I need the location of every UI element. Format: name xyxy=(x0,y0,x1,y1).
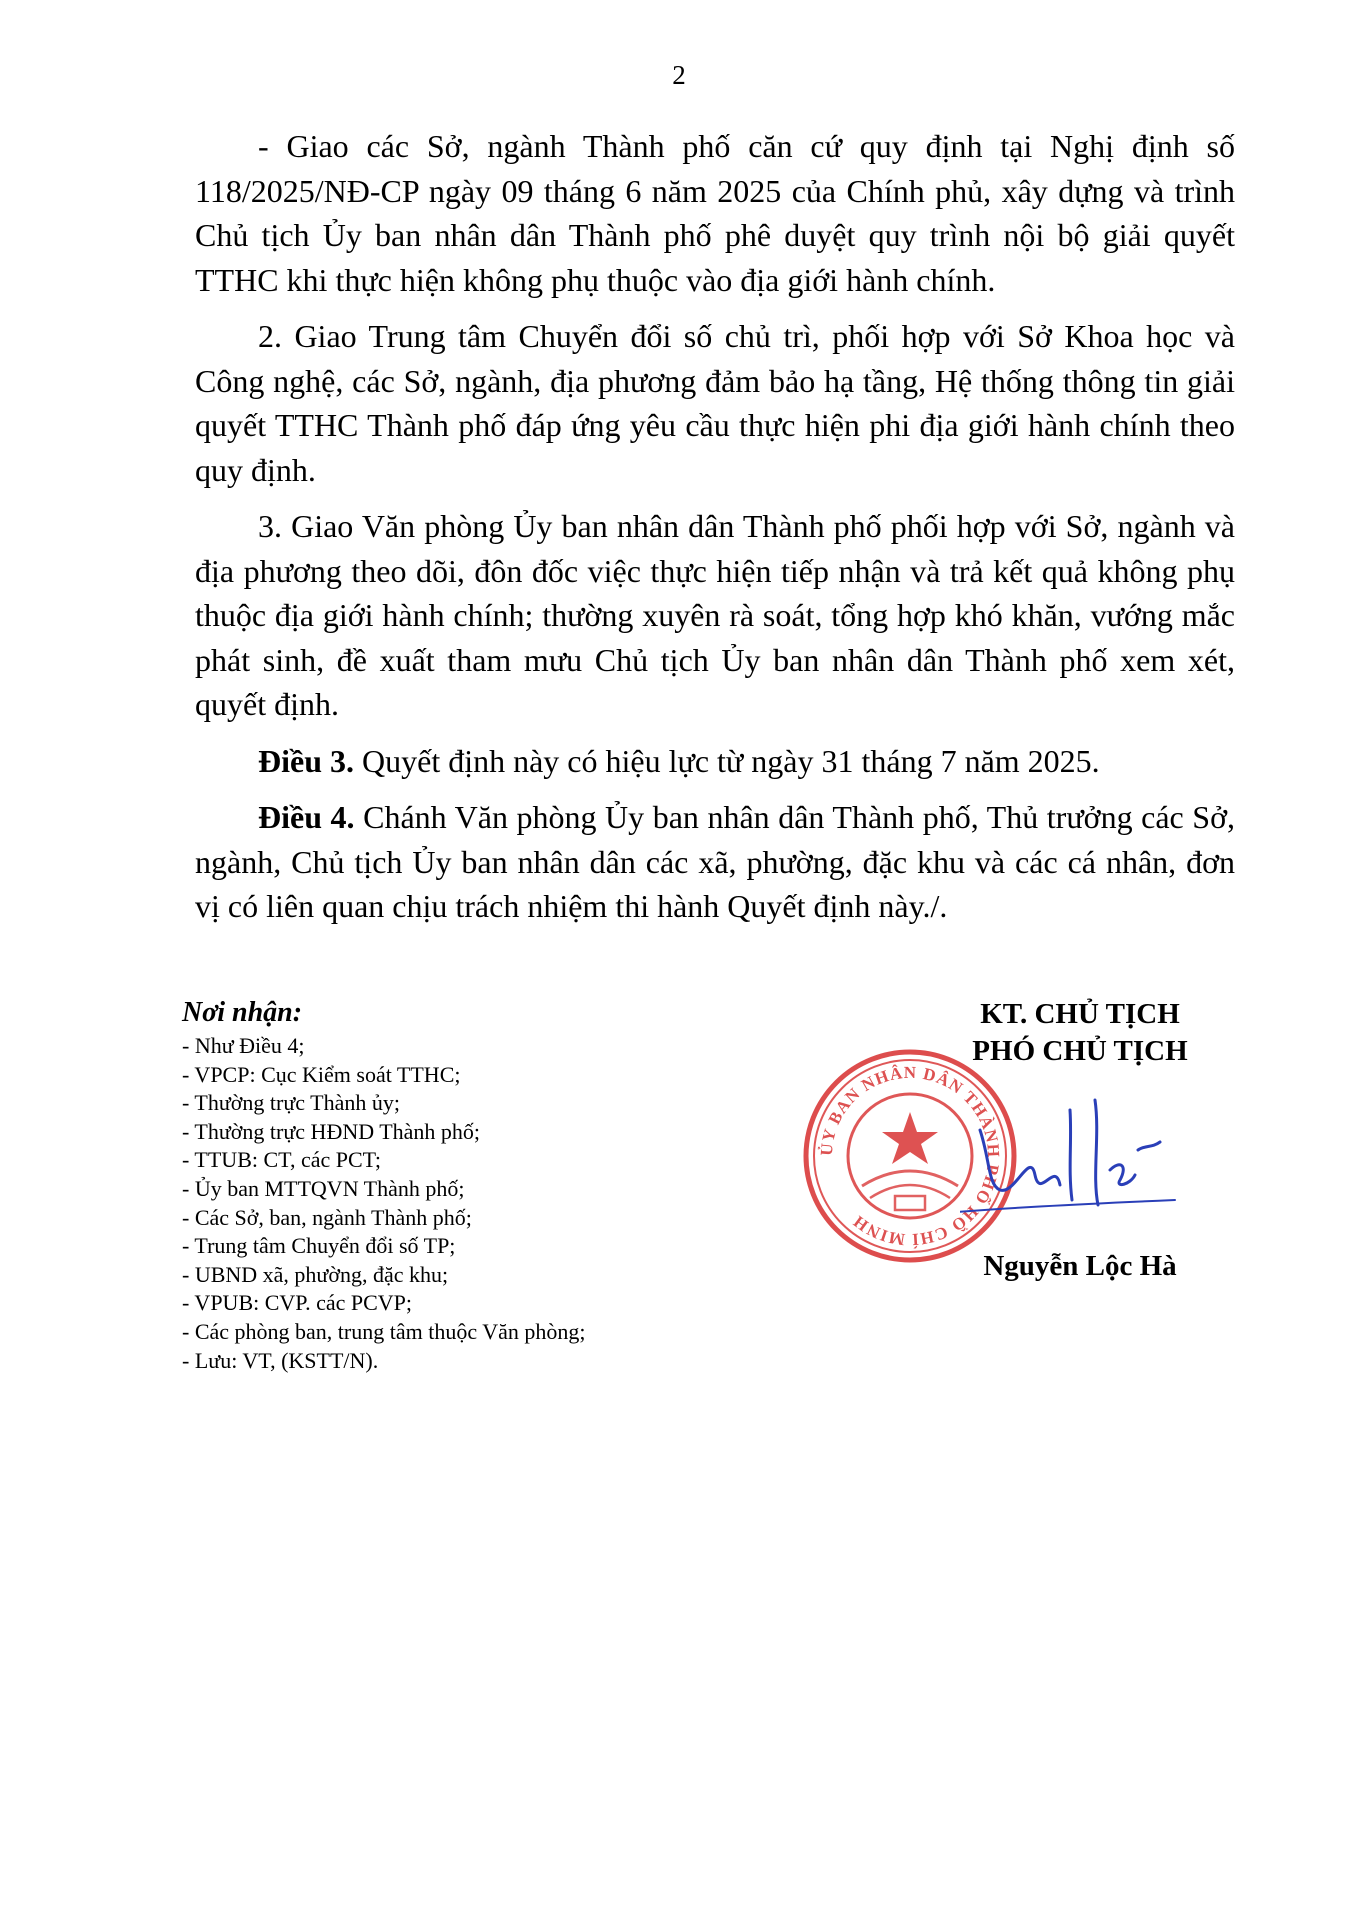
article-heading: Điều 3. xyxy=(258,742,354,779)
recipient-item: - VPCP: Cục Kiểm soát TTHC; xyxy=(182,1061,461,1087)
recipient-item: - UBND xã, phường, đặc khu; xyxy=(182,1261,449,1287)
paragraph-text: Quyết định này có hiệu lực từ ngày 31 tháng 7 năm 2025. xyxy=(354,742,1100,779)
recipient-item: - Như Điều 4; xyxy=(182,1033,305,1058)
recipient-item: - Thường trực HĐND Thành phố; xyxy=(182,1118,481,1144)
paragraph-text: 3. Giao Văn phòng Ủy ban nhân dân Thành phố phối hợp với Sở, ngành và địa phương theo dõi, đôn đốc việc thực hiện tiếp nhận và trả kết quả không phụ thuộc địa giới hành chính; thường xuyên rà soát, tổng hợp khó khăn, vướng mắc phát sinh, đề xuất tham mưu Chủ tịch Ủy ban nhân dân Thành phố xem xét, quyết định. xyxy=(195,508,1235,722)
recipient-list xyxy=(182,1032,742,1375)
recipient-item: - TTUB: CT, các PCT; xyxy=(182,1147,381,1173)
paragraph-3 xyxy=(195,504,1235,727)
paragraph-text: 2. Giao Trung tâm Chuyển đổi số chủ trì, phối hợp với Sở Khoa học và Công nghệ, các Sở, ngành, địa phương đảm bảo hạ tầng, Hệ thống thông tin giải quyết TTHC Thành phố đáp ứng yêu cầu thực hiện phi địa giới hành chính theo quy định. xyxy=(195,318,1235,488)
article-heading: Điều 4. xyxy=(258,799,355,835)
page-number: 2 xyxy=(672,60,686,90)
document-body xyxy=(195,124,1235,941)
paragraph-text: Chánh Văn phòng Ủy ban nhân dân Thành phố, Thủ trưởng các Sở, ngành, Chủ tịch Ủy ban nhân dân các xã, phường, đặc khu và các cá nhân, đơn vị có liên quan chịu trách nhiệm thi hành Quyết định này./. xyxy=(195,799,1236,924)
article-3 xyxy=(195,739,1235,784)
recipient-item: - Lưu: VT, (KSTT/N). xyxy=(182,1347,379,1373)
signer-name: Nguyễn Lộc Hà xyxy=(983,1250,1177,1282)
signature-title-1: KT. CHỦ TỊCH xyxy=(980,998,1180,1030)
paragraph-2 xyxy=(195,314,1235,492)
recipient-item: - VPUB: CVP. các PCVP; xyxy=(182,1290,413,1316)
recipient-item: - Các Sở, ban, ngành Thành phố; xyxy=(182,1204,472,1230)
article-4 xyxy=(195,795,1235,929)
recipient-item: - Thường trực Thành ủy; xyxy=(182,1090,400,1116)
recipient-item: - Ủy ban MTTQVN Thành phố; xyxy=(182,1175,465,1201)
recipients-section xyxy=(182,996,742,1375)
paragraph-1 xyxy=(195,124,1235,302)
handwritten-signature-icon xyxy=(960,1090,1180,1230)
svg-text:ỦY BAN NHÂN DÂN THÀNH PHỐ HỒ C: ỦY BAN NHÂN DÂN THÀNH PHỐ HỒ CHÍ MINH xyxy=(816,1062,1004,1250)
paragraph-text: - Giao các Sở, ngành Thành phố căn cứ quy định tại Nghị định số 118/2025/NĐ-CP ngày 09 tháng 6 năm 2025 của Chính phủ, xây dựng và trình Chủ tịch Ủy ban nhân dân Thành phố phê duyệt quy trình nội bộ giải quyết TTHC khi thực hiện không phụ thuộc vào địa giới hành chính. xyxy=(195,128,1235,298)
recipient-item: - Các phòng ban, trung tâm thuộc Văn phòng; xyxy=(182,1318,586,1344)
recipients-title: Nơi nhận: xyxy=(182,997,303,1028)
signature-title-2: PHÓ CHỦ TỊCH xyxy=(972,1035,1188,1067)
recipient-item: - Trung tâm Chuyển đổi số TP; xyxy=(182,1233,456,1259)
